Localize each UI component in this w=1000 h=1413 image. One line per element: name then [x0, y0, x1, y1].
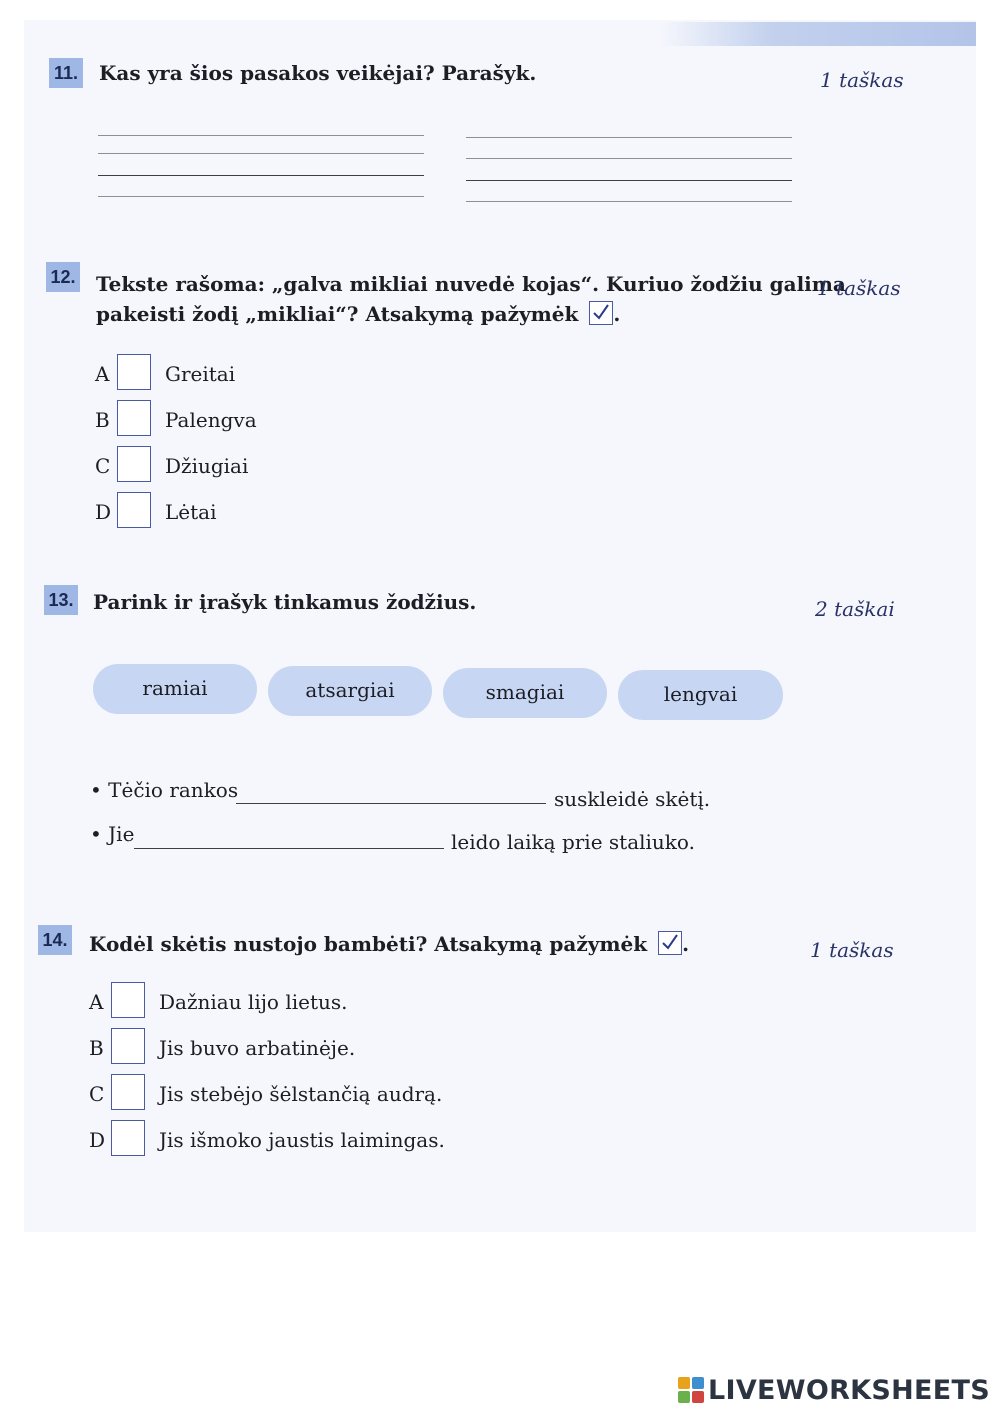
q12-question-line1: Tekste rašoma: „galva mikliai nuvedė kojas“. Kuriuo žodžiu galima: [96, 272, 846, 296]
option-letter: D: [89, 1128, 106, 1152]
answer-checkbox[interactable]: [111, 1074, 145, 1110]
writing-line: [466, 201, 792, 202]
option-text: Jis stebėjo šėlstančią audrą.: [159, 1082, 443, 1106]
q11-number: 11.: [49, 58, 83, 88]
option-text: Džiugiai: [165, 454, 249, 478]
option-text: Jis buvo arbatinėje.: [159, 1036, 356, 1060]
checkbox-icon: [589, 301, 613, 325]
q13-blank-2[interactable]: [134, 848, 444, 849]
q13-number: 13.: [44, 585, 78, 615]
q12-option-b: [95, 400, 395, 440]
q13-sentence-2-end: leido laiką prie staliuko.: [451, 830, 695, 854]
option-text: Lėtai: [165, 500, 217, 524]
checkbox-icon: [658, 931, 682, 955]
q12-question-line2: pakeisti žodį „mikliai“? Atsakymą pažymėk: [96, 302, 579, 326]
q12-points: 1 taškas: [817, 276, 901, 300]
option-letter: A: [95, 362, 110, 386]
q13-sentence-1-end: suskleidė skėtį.: [554, 787, 711, 811]
answer-checkbox[interactable]: [117, 400, 151, 436]
answer-checkbox[interactable]: [111, 1120, 145, 1156]
q12-number: 12.: [46, 262, 80, 292]
q13-sentence-1-start: • Tėčio rankos: [90, 778, 239, 802]
q13-sentence-2-start: • Jie: [90, 822, 135, 846]
q13-blank-1[interactable]: [236, 803, 546, 804]
q14-option-c: [89, 1074, 489, 1114]
option-text: Dažniau lijo lietus.: [159, 990, 348, 1014]
answer-checkbox[interactable]: [117, 492, 151, 528]
q14-number: 14.: [38, 925, 72, 955]
option-text: Jis išmoko jaustis laimingas.: [159, 1128, 445, 1152]
brand-name: LIVEWORKSHEETS: [707, 1374, 990, 1406]
answer-checkbox[interactable]: [117, 354, 151, 390]
q14-option-b: [89, 1028, 489, 1068]
writing-line: [466, 180, 792, 181]
q14-points: 1 taškas: [810, 938, 894, 962]
writing-line: [466, 158, 792, 159]
writing-line: [98, 153, 424, 154]
option-text: Palengva: [165, 408, 257, 432]
writing-line: [98, 196, 424, 197]
option-letter: D: [95, 500, 112, 524]
word-chip-ramiai[interactable]: ramiai: [93, 664, 257, 714]
option-letter: C: [89, 1082, 105, 1106]
word-chip-lengvai[interactable]: lengvai: [618, 670, 783, 720]
q14-question: Kodėl skėtis nustojo bambėti? Atsakymą pažymėk: [89, 932, 648, 956]
q12-option-c: [95, 446, 395, 486]
word-chip-atsargiai[interactable]: atsargiai: [268, 666, 432, 716]
answer-checkbox[interactable]: [117, 446, 151, 482]
option-letter: A: [89, 990, 104, 1014]
writing-line: [466, 137, 792, 138]
q12-period: .: [613, 302, 621, 326]
option-letter: C: [95, 454, 111, 478]
option-letter: B: [89, 1036, 104, 1060]
q12-question-line2-wrap: [96, 298, 620, 330]
liveworksheets-logo: [678, 1375, 990, 1405]
q14-option-a: [89, 982, 489, 1022]
liveworksheets-icon: [678, 1377, 704, 1403]
q11-points: 1 taškas: [820, 68, 904, 92]
option-letter: B: [95, 408, 110, 432]
q14-period: .: [682, 932, 690, 956]
word-chip-smagiai[interactable]: smagiai: [443, 668, 607, 718]
q12-option-a: [95, 354, 395, 394]
writing-line: [98, 175, 424, 176]
answer-checkbox[interactable]: [111, 982, 145, 1018]
q12-option-d: [95, 492, 395, 532]
q14-question-wrap: [89, 928, 689, 960]
q11-question: Kas yra šios pasakos veikėjai? Parašyk.: [99, 61, 537, 85]
q13-question: Parink ir įrašyk tinkamus žodžius.: [93, 590, 477, 614]
option-text: Greitai: [165, 362, 236, 386]
header-decoration: [660, 22, 976, 46]
q14-option-d: [89, 1120, 489, 1160]
q13-points: 2 taškai: [815, 597, 895, 621]
answer-checkbox[interactable]: [111, 1028, 145, 1064]
writing-line: [98, 135, 424, 136]
